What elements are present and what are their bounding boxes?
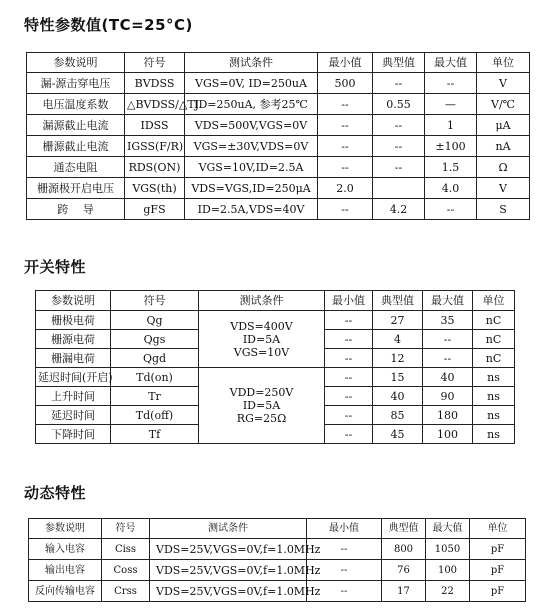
symbol-cell: Tr <box>111 387 199 406</box>
condition-line: ID=5A <box>242 332 281 346</box>
table-row <box>27 199 530 220</box>
table-header-row <box>27 53 530 73</box>
param-cell: 漏源截止电流 <box>27 115 125 136</box>
header-symbol: 符号 <box>125 53 185 73</box>
condition-cell: VDS=VGS,ID=250μA <box>185 178 318 199</box>
param-cell: 上升时间 <box>36 387 111 406</box>
typ-cell: 15 <box>373 368 423 387</box>
unit-cell: nC <box>473 330 515 349</box>
symbol-cell: VGS(th) <box>125 178 185 199</box>
max-cell: 35 <box>423 311 473 330</box>
header-typ: 典型值 <box>373 53 425 73</box>
symbol-cell: gFS <box>125 199 185 220</box>
table-row <box>29 560 526 581</box>
min-cell: -- <box>325 425 373 444</box>
min-cell: 2.0 <box>318 178 373 199</box>
typ-cell: -- <box>373 157 425 178</box>
max-cell: 22 <box>426 581 470 602</box>
table-row <box>36 311 515 330</box>
typ-cell: 85 <box>373 406 423 425</box>
min-cell: -- <box>325 330 373 349</box>
table-row <box>27 157 530 178</box>
param-cell: 电压温度系数 <box>27 94 125 115</box>
time-condition-cell <box>199 368 325 444</box>
param-cell: 反向传输电容 <box>29 581 102 602</box>
condition-cell: VGS=10V,ID=2.5A <box>185 157 318 178</box>
symbol-cell: Qgd <box>111 349 199 368</box>
symbol-cell: Td(off) <box>111 406 199 425</box>
param-cell: 延迟时间(开启) <box>36 368 111 387</box>
switch-section-title: 开关特性 <box>24 258 87 276</box>
max-cell: 100 <box>423 425 473 444</box>
max-cell: ±100 <box>425 136 477 157</box>
table-header-row <box>29 519 526 539</box>
symbol-cell: BVDSS <box>125 73 185 94</box>
param-cell: 栅极电荷 <box>36 311 111 330</box>
header-min: 最小值 <box>307 519 382 539</box>
unit-cell: ns <box>473 368 515 387</box>
max-cell: 1050 <box>426 539 470 560</box>
param-cell: 跨 导 <box>27 199 125 220</box>
table-row <box>27 178 530 199</box>
symbol-cell: IDSS <box>125 115 185 136</box>
unit-cell: nC <box>473 349 515 368</box>
unit-cell: ns <box>473 425 515 444</box>
typ-cell: 27 <box>373 311 423 330</box>
header-max: 最大值 <box>426 519 470 539</box>
min-cell: -- <box>325 311 373 330</box>
typ-cell: 45 <box>373 425 423 444</box>
min-cell: -- <box>325 406 373 425</box>
param-cell: 下降时间 <box>36 425 111 444</box>
unit-cell: V <box>477 73 530 94</box>
min-cell: -- <box>318 115 373 136</box>
min-cell: -- <box>318 199 373 220</box>
condition-cell: VDS=25V,VGS=0V,f=1.0MHz <box>150 581 307 602</box>
unit-cell: pF <box>470 560 526 581</box>
param-cell: 输出电容 <box>29 560 102 581</box>
condition-cell: VGS=±30V,VDS=0V <box>185 136 318 157</box>
min-cell: -- <box>325 368 373 387</box>
max-cell: 4.0 <box>425 178 477 199</box>
min-cell: -- <box>325 387 373 406</box>
table-row <box>27 136 530 157</box>
unit-cell: S <box>477 199 530 220</box>
unit-cell: Ω <box>477 157 530 178</box>
unit-cell: V <box>477 178 530 199</box>
header-max: 最大值 <box>423 291 473 311</box>
header-param: 参数说明 <box>36 291 111 311</box>
min-cell: -- <box>307 560 382 581</box>
param-cell: 延迟时间 <box>36 406 111 425</box>
header-cond: 测试条件 <box>185 53 318 73</box>
max-cell: 180 <box>423 406 473 425</box>
unit-cell: pF <box>470 581 526 602</box>
symbol-cell: IGSS(F/R) <box>125 136 185 157</box>
table-row <box>29 539 526 560</box>
condition-line: ID=5A <box>242 399 281 412</box>
typ-cell: 12 <box>373 349 423 368</box>
unit-cell: ns <box>473 406 515 425</box>
symbol-cell: Tf <box>111 425 199 444</box>
header-min: 最小值 <box>325 291 373 311</box>
header-unit: 单位 <box>473 291 515 311</box>
max-cell: 90 <box>423 387 473 406</box>
condition-cell: ID=2.5A,VDS=40V <box>185 199 318 220</box>
max-cell: 1.5 <box>425 157 477 178</box>
unit-cell: pF <box>470 539 526 560</box>
condition-cell: VGS=0V, ID=250uA <box>185 73 318 94</box>
param-cell: 栅源极开启电压 <box>27 178 125 199</box>
condition-cell: ID=250uA, 参考25℃ <box>185 94 318 115</box>
header-cond: 测试条件 <box>199 291 325 311</box>
static-section-title: 特性参数值(TC=25°C) <box>24 16 193 34</box>
max-cell: -- <box>423 330 473 349</box>
header-unit: 单位 <box>477 53 530 73</box>
typ-cell: 4 <box>373 330 423 349</box>
max-cell: -- <box>425 73 477 94</box>
header-param: 参数说明 <box>29 519 102 539</box>
param-cell: 栅源电荷 <box>36 330 111 349</box>
unit-cell: ns <box>473 387 515 406</box>
typ-cell: 40 <box>373 387 423 406</box>
max-cell: -- <box>423 349 473 368</box>
condition-line: VGS=10V <box>233 345 290 359</box>
param-cell: 栅源截止电流 <box>27 136 125 157</box>
symbol-cell: Ciss <box>102 539 150 560</box>
header-typ: 典型值 <box>373 291 423 311</box>
condition-line: VDS=400V <box>230 319 293 333</box>
min-cell: 500 <box>318 73 373 94</box>
max-cell: 40 <box>423 368 473 387</box>
symbol-cell: Td(on) <box>111 368 199 387</box>
param-cell: 栅漏电荷 <box>36 349 111 368</box>
max-cell: 100 <box>426 560 470 581</box>
typ-cell: -- <box>373 73 425 94</box>
table-row <box>29 581 526 602</box>
dynamic-section-title: 动态特性 <box>24 484 87 502</box>
dynamic-characteristics-table <box>28 518 526 602</box>
table-row <box>36 368 515 387</box>
header-cond: 测试条件 <box>150 519 307 539</box>
symbol-cell: Crss <box>102 581 150 602</box>
symbol-cell: Coss <box>102 560 150 581</box>
header-min: 最小值 <box>318 53 373 73</box>
condition-cell: VDS=500V,VGS=0V <box>185 115 318 136</box>
symbol-cell: △BVDSS/△TJ <box>125 94 185 115</box>
typ-cell: 0.55 <box>373 94 425 115</box>
header-param: 参数说明 <box>27 53 125 73</box>
header-typ: 典型值 <box>382 519 426 539</box>
condition-line: RG=25Ω <box>236 412 287 425</box>
static-characteristics-table <box>26 52 530 220</box>
param-cell: 漏-源击穿电压 <box>27 73 125 94</box>
typ-cell: -- <box>373 115 425 136</box>
unit-cell: μA <box>477 115 530 136</box>
min-cell: -- <box>318 136 373 157</box>
header-symbol: 符号 <box>102 519 150 539</box>
min-cell: -- <box>318 157 373 178</box>
param-cell: 通态电阻 <box>27 157 125 178</box>
typ-cell: 17 <box>382 581 426 602</box>
max-cell: 1 <box>425 115 477 136</box>
typ-cell: 800 <box>382 539 426 560</box>
table-row <box>27 73 530 94</box>
header-max: 最大值 <box>425 53 477 73</box>
condition-line: VDD=250V <box>229 386 294 399</box>
symbol-cell: Qg <box>111 311 199 330</box>
max-cell: -- <box>425 199 477 220</box>
table-row <box>27 115 530 136</box>
param-cell: 输入电容 <box>29 539 102 560</box>
switching-characteristics-table <box>35 290 515 444</box>
condition-cell: VDS=25V,VGS=0V,f=1.0MHz <box>150 560 307 581</box>
header-symbol: 符号 <box>111 291 199 311</box>
min-cell: -- <box>307 539 382 560</box>
typ-cell: 76 <box>382 560 426 581</box>
unit-cell: V/℃ <box>477 94 530 115</box>
typ-cell <box>373 178 425 199</box>
max-cell: — <box>425 94 477 115</box>
typ-cell: -- <box>373 136 425 157</box>
charge-condition-cell <box>199 311 325 368</box>
min-cell: -- <box>325 349 373 368</box>
min-cell: -- <box>318 94 373 115</box>
min-cell: -- <box>307 581 382 602</box>
header-unit: 单位 <box>470 519 526 539</box>
typ-cell: 4.2 <box>373 199 425 220</box>
table-row <box>27 94 530 115</box>
table-header-row <box>36 291 515 311</box>
unit-cell: nC <box>473 311 515 330</box>
condition-cell: VDS=25V,VGS=0V,f=1.0MHz <box>150 539 307 560</box>
symbol-cell: Qgs <box>111 330 199 349</box>
symbol-cell: RDS(ON) <box>125 157 185 178</box>
unit-cell: nA <box>477 136 530 157</box>
